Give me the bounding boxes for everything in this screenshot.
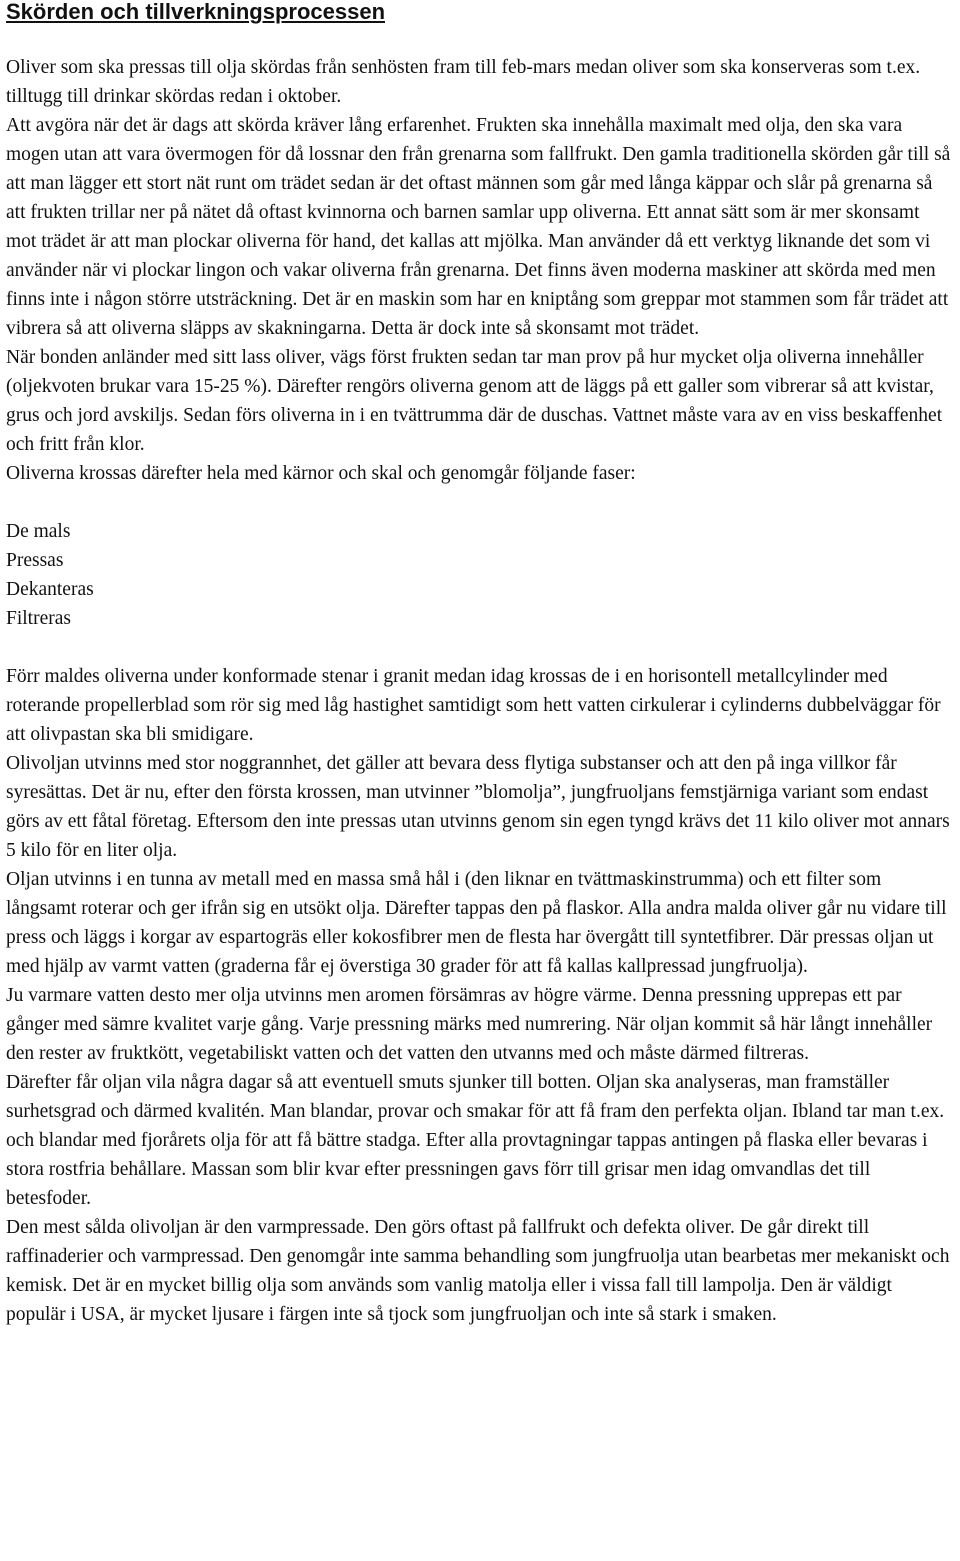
process-section — [6, 662, 954, 1329]
paragraph-extraction: Olivoljan utvinns med stor noggrannhet, det gäller att bevara dess flytiga substanser och att den på inga villkor får syresättas. Det är nu, efter den första krossen, man utvinner ”blomolja”, jungfruoljans femstjärniga variant som endast görs av ett fåtal företag. Eftersom den inte pressas utan utvinns genom sin egen tyngd krävs det 11 kilo oliver mot annars 5 kilo för en liter olja. — [6, 753, 950, 861]
document-title: Skörden och tillverkningsprocessen — [6, 0, 386, 24]
paragraph-phases-intro: Oliverna krossas därefter hela med kärnor och skal och genomgår följande faser: — [6, 463, 636, 484]
phase-list — [6, 517, 954, 633]
paragraph-harvest-season: Oliver som ska pressas till olja skördas från senhösten fram till feb-mars medan oliver som ska konserveras som t.ex. tilltugg till drinkar skördas redan i oktober. — [6, 57, 921, 107]
phase-item: De mals — [6, 521, 71, 542]
paragraph-cleaning: När bonden anländer med sitt lass oliver, vägs först frukten sedan tar man prov på hur mycket olja oliverna innehåller (oljekvoten brukar vara 15-25 %). Därefter rengörs oliverna genom att de läggs på ett galler som vibrerar så att kvistar, grus och jord avskiljs. Sedan förs oliverna in i en tvättrumma där de duschas. Vattnet måste vara av en viss beskaffenhet och fritt från klor. — [6, 347, 943, 455]
intro-section — [6, 53, 954, 488]
phase-item: Filtreras — [6, 608, 71, 629]
paragraph-resting: Därefter får oljan vila några dagar så att eventuell smuts sjunker till botten. Oljan ska analyseras, man framställer surhetsgrad och därmed kvalitén. Man blandar, provar och smakar för att få fram den perfekta oljan. Ibland tar man t.ex. och blandar med fjorårets olja för att få bättre stadga. Efter alla provtagningar tappas antingen på flaska eller bevaras i stora rostfria behållare. Massan som blir kvar efter pressningen gavs förr till grisar men idag omvandlas det till betesfoder. — [6, 1072, 945, 1209]
phase-item: Dekanteras — [6, 579, 94, 600]
paragraph-pressing: Oljan utvinns i en tunna av metall med en massa små hål i (den liknar en tvättmaskinstrumma) och ett filter som långsamt roterar och ger ifrån sig en utsökt olja. Därefter tappas den på flaskor. Alla andra malda oliver går nu vidare till press och läggs i korgar av espartogräs eller kokosfibrer men de flesta har övergått till syntetfibrer. Där pressas oljan ut med hjälp av varmt vatten (graderna får ej överstiga 30 grader för att få kallas kallpressad jungfruolja). — [6, 869, 947, 977]
paragraph-crushing: Förr maldes oliverna under konformade stenar i granit medan idag krossas de i en horisontell metallcylinder med roterande propellerblad som rör sig med låg hastighet samtidigt som hett vatten cirkulerar i cylinderns dubbelväggar för att olivpastan ska bli smidigare. — [6, 666, 941, 745]
phase-item: Pressas — [6, 550, 64, 571]
paragraph-refined-oil: Den mest sålda olivoljan är den varmpressade. Den görs oftast på fallfrukt och defekta oliver. De går direkt till raffinaderier och varmpressad. Den genomgår inte samma behandling som jungfruolja utan bearbetas mer mekaniskt och kemisk. Det är en mycket billig olja som används som vanlig matolja eller i vissa fall till lampolja. Den är väldigt populär i USA, är mycket ljusare i färgen inte så tjock som jungfruoljan och inte så stark i smaken. — [6, 1217, 950, 1325]
paragraph-filtering: Ju varmare vatten desto mer olja utvinns men aromen försämras av högre värme. Denna pressning upprepas ett par gånger med sämre kvalitet varje gång. Varje pressning märks med numrering. När oljan kommit så här långt innehåller den rester av fruktkött, vegetabiliskt vatten och det vatten den utvanns med och måste därmed filtreras. — [6, 985, 933, 1064]
paragraph-harvest-methods: Att avgöra när det är dags att skörda kräver lång erfarenhet. Frukten ska innehålla maximalt med olja, den ska vara mogen utan att vara övermogen för då lossnar den från grenarna som fallfrukt. Den gamla traditionella skörden går till så att man lägger ett stort nät runt om trädet sedan är det oftast männen som går med långa käppar och slår på grenarna så att frukten trillar ner på nätet då oftast kvinnorna och barnen samlar upp oliverna. Ett annat sätt som är mer skonsamt mot trädet är att man plockar oliverna för hand, det kallas att mjölka. Man använder då ett verktyg liknande det som vi använder när vi plockar lingon och vakar oliverna från grenarna. Det finns även moderna maskiner att skörda med men finns inte i någon större utsträckning. Det är en maskin som har en kniptång som greppar mot stammen som får trädet att vibrera så att oliverna släpps av skakningarna. Detta är dock inte så skonsamt mot trädet. — [6, 115, 951, 339]
